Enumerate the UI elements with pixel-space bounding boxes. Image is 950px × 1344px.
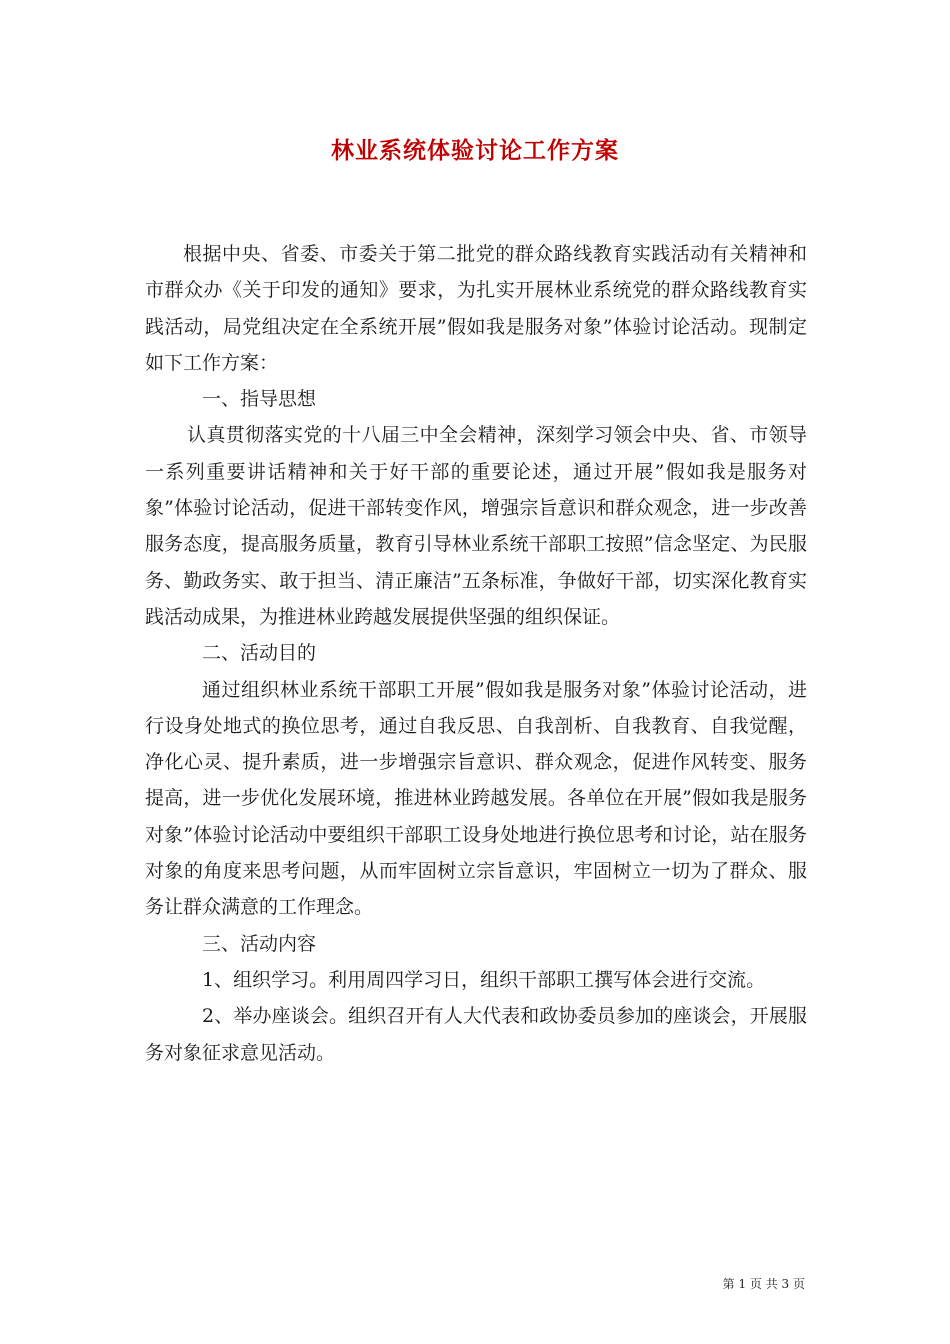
content-item-study: 1、组织学习。利用周四学习日，组织干部职工撰写体会进行交流。 bbox=[202, 968, 766, 991]
section-heading-guiding-ideology: 一、指导思想 bbox=[202, 388, 317, 411]
intro-paragraph: 根据中央、省委、市委关于第二批党的群众路线教育实践活动有关精神和市群众办《关于印发的通知》要求，为扎实开展林业系统党的群众路线教育实践活动，局党组决定在全系统开展”假如我是服务对象”体验讨论活动。现制定如下工作方案： bbox=[145, 243, 807, 374]
page-number: 第 1 页 共 3 页 bbox=[722, 1277, 805, 1291]
document-title: 林业系统体验讨论工作方案 bbox=[331, 137, 619, 164]
content-item-symposium: 2、举办座谈会。组织召开有人大代表和政协委员参加的座谈会，开展服务对象征求意见活动。 bbox=[145, 1005, 807, 1064]
guiding-ideology-paragraph: 认真贯彻落实党的十八届三中全会精神，深刻学习领会中央、省、市领导一系列重要讲话精神和关于好干部的重要论述，通过开展”假如我是服务对象”体验讨论活动，促进干部转变作风，增强宗旨意识和群众观念，进一步改善服务态度，提高服务质量，教育引导林业系统干部职工按照”信念坚定、为民服务、勤政务实、敢于担当、清正廉洁”五条标准，争做好干部，切实深化教育实践活动成果，为推进林业跨越发展提供坚强的组织保证。 bbox=[145, 424, 807, 628]
document-body bbox=[145, 236, 807, 1071]
section-heading-activity-purpose: 二、活动目的 bbox=[202, 642, 317, 665]
activity-purpose-paragraph: 通过组织林业系统干部职工开展”假如我是服务对象”体验讨论活动，进行设身处地式的换位思考，通过自我反思、自我剖析、自我教育、自我觉醒，净化心灵、提升素质，进一步增强宗旨意识、群众观念，促进作风转变、服务提高，进一步优化发展环境，推进林业跨越发展。各单位在开展”假如我是服务对象”体验讨论活动中要组织干部职工设身处地进行换位思考和讨论，站在服务对象的角度来思考问题，从而牢固树立宗旨意识，牢固树立一切为了群众、服务让群众满意的工作理念。 bbox=[145, 678, 807, 919]
section-heading-activity-content: 三、活动内容 bbox=[202, 932, 317, 955]
